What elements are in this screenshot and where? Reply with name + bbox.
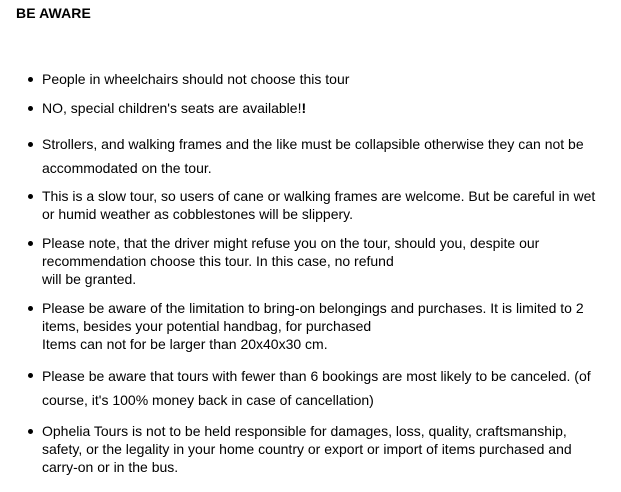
list-item-text: will be granted. — [42, 271, 137, 287]
list-item — [22, 299, 607, 353]
bullet-icon — [28, 373, 33, 378]
page-heading: BE AWARE — [16, 5, 91, 21]
list-item-text: accommodated on the tour. — [42, 160, 212, 176]
list-item-text: Strollers, and walking frames and the like must be collapsible otherwise they can not be — [42, 136, 584, 152]
bullet-icon — [28, 142, 33, 147]
list-item-text: Please be aware that tours with fewer than 6 bookings are most likely to be canceled. (of — [42, 368, 591, 384]
bullet-icon — [28, 241, 33, 246]
list-item-text: course, it's 100% money back in case of cancellation) — [42, 392, 374, 408]
bullet-icon — [28, 194, 33, 199]
list-item-text: items, besides your potential handbag, for purchased — [42, 318, 372, 334]
bullet-icon — [28, 429, 33, 434]
list-item — [22, 234, 607, 288]
list-item — [22, 422, 607, 476]
list-item — [22, 70, 607, 88]
list-item-text: Ophelia Tours is not to be held responsible for damages, loss, quality, craftsmanship, — [42, 423, 567, 439]
list-item — [22, 364, 607, 412]
bullet-icon — [28, 106, 33, 111]
list-item-text: or humid weather as cobblestones will be slippery. — [42, 206, 354, 222]
emphasis-mark: ! — [301, 100, 307, 116]
list-item-main-text: NO, special children's seats are available! — [42, 100, 302, 116]
list-item-text — [42, 99, 607, 117]
list-item — [22, 132, 607, 180]
notice-list — [22, 70, 607, 476]
list-item-text: Please note, that the driver might refuse you on the tour, should you, despite our — [42, 235, 540, 251]
list-item-text: Please be aware of the limitation to bring-on belongings and purchases. It is limited to 2 — [42, 300, 584, 316]
list-item-text: People in wheelchairs should not choose this tour — [42, 71, 350, 87]
list-item-text: safety, or the legality in your home country or export or import of items purchased and — [42, 441, 572, 457]
list-item-text: This is a slow tour, so users of cane or walking frames are welcome. But be careful in wet — [42, 188, 596, 204]
list-item — [22, 99, 607, 117]
list-item — [22, 187, 607, 223]
list-item-text: carry-on or in the bus. — [42, 459, 179, 475]
list-item-text: Items can not for be larger than 20x40x30 cm. — [42, 336, 328, 352]
bullet-icon — [28, 306, 33, 311]
list-item-text: recommendation choose this tour. In this case, no refund — [42, 253, 394, 269]
bullet-icon — [28, 77, 33, 82]
